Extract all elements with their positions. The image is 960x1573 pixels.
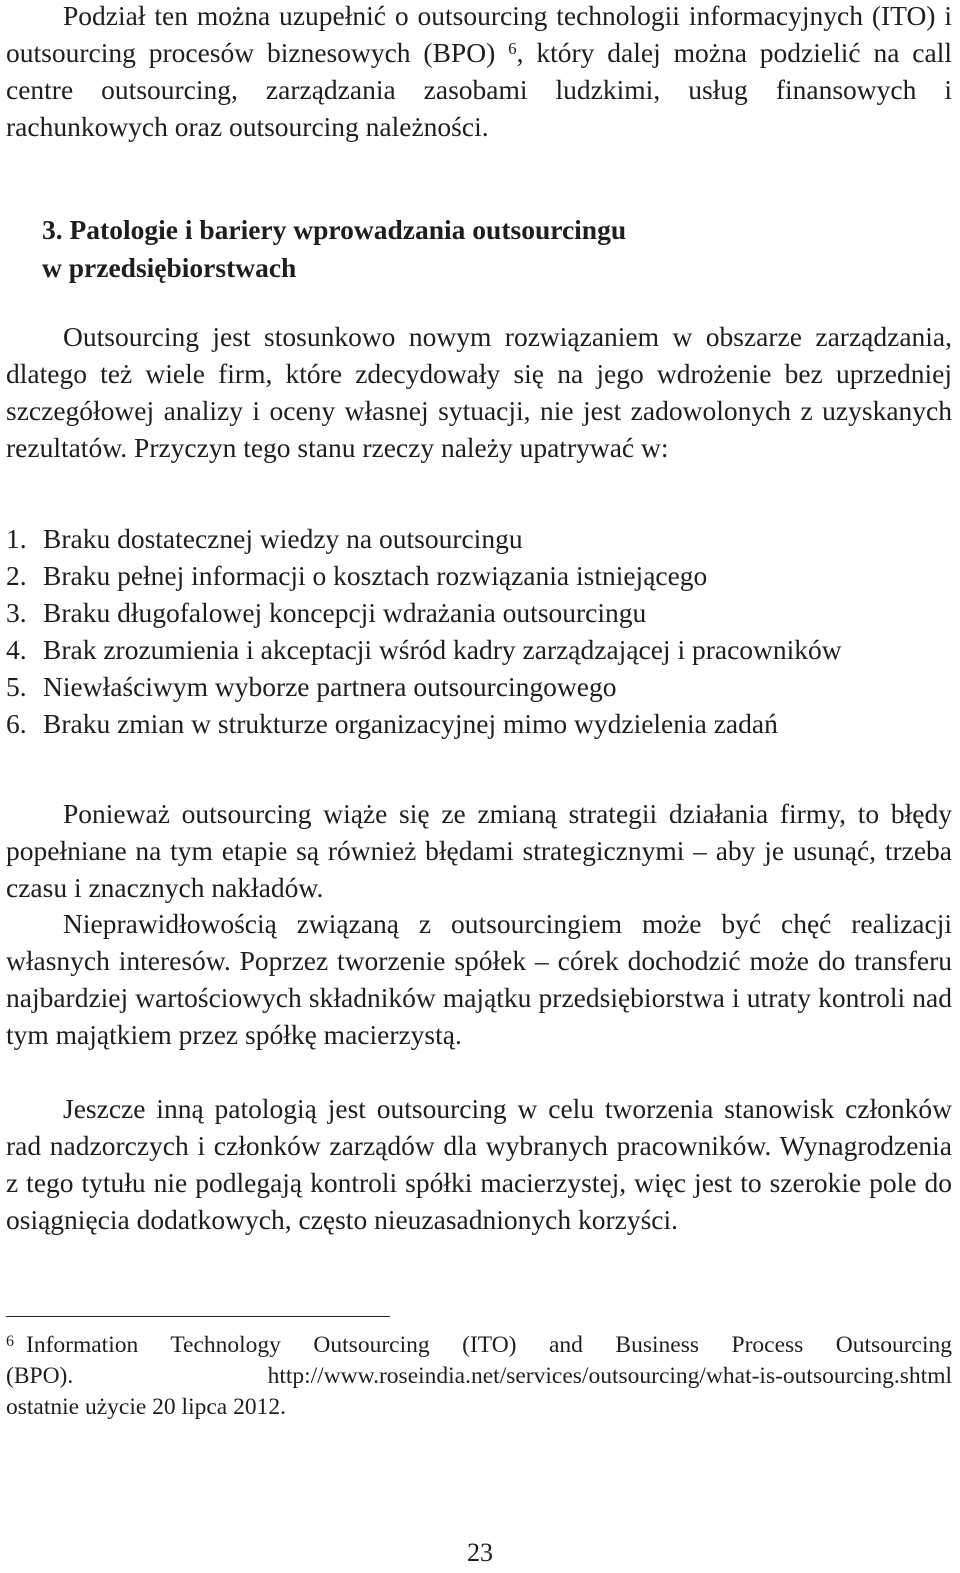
list-item-number: 3. xyxy=(6,597,27,628)
footnote-label: (BPO). xyxy=(6,1363,74,1389)
causes-list xyxy=(6,520,952,742)
footnote-marker: 6 xyxy=(6,1333,14,1350)
list-item xyxy=(6,520,952,557)
section-title-line2: w przedsiębiorstwach xyxy=(42,252,297,283)
list-item xyxy=(6,631,952,668)
footnote-link[interactable]: http://www.roseindia.net/services/outsourcing/what-is-outsourcing.shtml xyxy=(267,1363,952,1389)
section-title-line1 xyxy=(6,211,952,249)
list-item-number: 4. xyxy=(6,634,27,665)
list-item-text: Niewłaściwym wyborze partnera outsourcingowego xyxy=(43,671,617,702)
list-item-number: 6. xyxy=(6,708,27,739)
footnote-accessed: ostatnie użycie 20 lipca 2012. xyxy=(6,1394,286,1420)
intro-text-continued: , który dalej można podzielić na call centre outsourcing, zarządzania zasobami ludzkimi, usług finansowych i rachunkowych oraz outsourcing należności. xyxy=(6,37,952,142)
paragraph-pathology: Jeszcze inną patologią jest outsourcing w celu tworzenia stanowisk członków rad nadzorczych i członków zarządów dla wybranych pracowników. Wynagrodzenia z tego tytułu nie podlegają kontroli spółki macierzystej, więc jest to szerokie pole do osiągnięcia dodatkowych, często nieuzasadnionych korzyści. xyxy=(6,1093,952,1235)
list-item xyxy=(6,705,952,742)
footnote-line1 xyxy=(6,1330,952,1361)
section-heading xyxy=(6,211,952,287)
list-item xyxy=(6,594,952,631)
list-item-number: 2. xyxy=(6,560,27,591)
footnote-text: Information Technology Outsourcing (ITO) and Business Process Outsourcing xyxy=(26,1332,952,1358)
footnote xyxy=(6,1330,952,1423)
section-number: 3. xyxy=(42,214,63,245)
paragraph-irregularities: Nieprawidłowością związaną z outsourcingiem może być chęć realizacji własnych interesów. Poprzez tworzenie spółek – córek dochodzić może do transferu najbardziej wartościowych składników majątku przedsiębiorstwa i utraty kontroli nad tym majątkiem przez spółkę macierzystą. xyxy=(6,908,952,1050)
footnote-line2 xyxy=(6,1361,952,1392)
intro-paragraph xyxy=(6,0,952,145)
paragraph-causes: Outsourcing jest stosunkowo nowym rozwiązaniem w obszarze zarządzania, dlatego też wiele firm, które zdecydowały się na jego wdrożenie bez uprzedniej szczegółowej analizy i oceny własnej sytuacji, nie jest zadowolonych z uzyskanych rezultatów. Przyczyn tego stanu rzeczy należy upatrywać w: xyxy=(6,321,952,463)
list-item-text: Braku zmian w strukturze organizacyjnej mimo wydzielenia zadań xyxy=(43,708,778,739)
page-number: 23 xyxy=(467,1538,493,1567)
section-title-text: Patologie i bariery wprowadzania outsourcingu xyxy=(69,214,627,245)
list-item-text: Brak zrozumienia i akceptacji wśród kadry zarządzającej i pracowników xyxy=(43,634,842,665)
paragraph-strategy: Ponieważ outsourcing wiąże się ze zmianą strategii działania firmy, to błędy popełniane na tym etapie są również błędami strategicznymi – aby je usunąć, trzeba czasu i znacznych nakładów. xyxy=(6,798,952,903)
list-item xyxy=(6,668,952,705)
list-item-number: 5. xyxy=(6,671,27,702)
list-item xyxy=(6,557,952,594)
list-item-text: Braku dostatecznej wiedzy na outsourcingu xyxy=(43,523,523,554)
list-item-text: Braku długofalowej koncepcji wdrażania outsourcingu xyxy=(43,597,647,628)
footnote-reference[interactable]: 6 xyxy=(508,39,517,58)
list-item-text: Braku pełnej informacji o kosztach rozwiązania istniejącego xyxy=(43,560,708,591)
footnote-divider xyxy=(6,1316,390,1317)
list-item-number: 1. xyxy=(6,523,27,554)
intro-text: Podział ten można uzupełnić o outsourcing technologii informacyjnych (ITO) i outsourcing procesów biznesowych (BPO) xyxy=(6,0,952,68)
